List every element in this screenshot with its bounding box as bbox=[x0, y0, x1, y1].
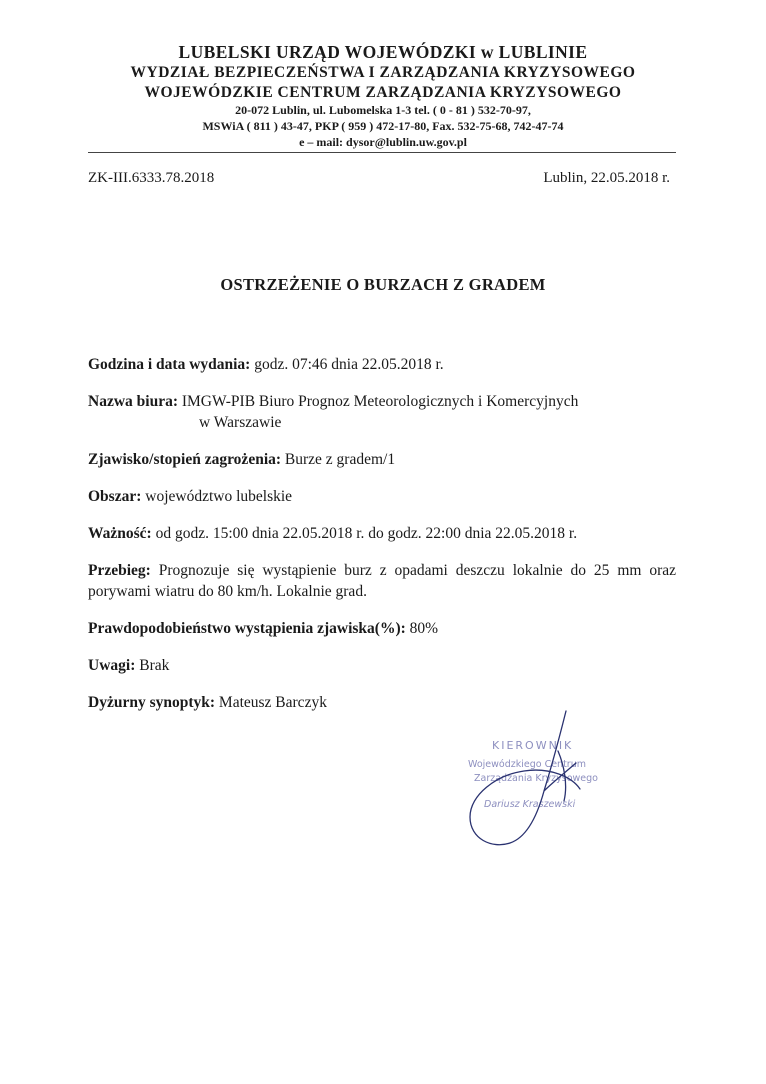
field-issue-value: godz. 07:46 dnia 22.05.2018 r. bbox=[254, 356, 444, 373]
field-notes-value: Brak bbox=[139, 657, 170, 674]
document-title: OSTRZEŻENIE O BURZACH Z GRADEM bbox=[220, 275, 546, 294]
field-course bbox=[88, 560, 676, 602]
field-issue-label: Godzina i data wydania: bbox=[88, 356, 251, 373]
letterhead-address: 20-072 Lublin, ul. Lubomelska 1-3 tel. ( 0 - 81 ) 532-70-97, bbox=[235, 103, 531, 117]
field-validity-label: Ważność: bbox=[88, 525, 152, 542]
letterhead bbox=[0, 42, 766, 150]
field-office-label: Nazwa biura: bbox=[88, 393, 178, 410]
field-issue bbox=[88, 354, 676, 375]
warning-fields bbox=[88, 354, 676, 729]
letterhead-center: WOJEWÓDZKIE CENTRUM ZARZĄDZANIA KRYZYSOWEGO bbox=[144, 84, 622, 101]
signature-stamp bbox=[440, 705, 640, 855]
field-office-value-line2: w Warszawie bbox=[199, 414, 282, 431]
field-phenomenon bbox=[88, 449, 676, 470]
field-course-value: Prognozuje się wystąpienie burz z opadami deszczu lokalnie do 25 mm oraz porywami wiatru do 80 km/h. Lokalnie grad. bbox=[88, 562, 677, 600]
letterhead-department: WYDZIAŁ BEZPIECZEŃSTWA I ZARZĄDZANIA KRYZYSOWEGO bbox=[130, 64, 636, 81]
field-forecaster-value: Mateusz Barczyk bbox=[218, 694, 327, 711]
field-phenomenon-label: Zjawisko/stopień zagrożenia: bbox=[88, 451, 282, 468]
field-area bbox=[88, 486, 676, 507]
stamp-title: KIEROWNIK bbox=[492, 739, 574, 752]
place-date: Lublin, 22.05.2018 r. bbox=[543, 170, 670, 186]
field-area-value: województwo lubelskie bbox=[145, 488, 293, 505]
field-probability bbox=[88, 618, 676, 639]
field-notes bbox=[88, 655, 676, 676]
stamp-line-center: Wojewódzkiego Centrum bbox=[468, 759, 586, 770]
field-probability-value: 80% bbox=[409, 620, 439, 637]
field-validity-value: od godz. 15:00 dnia 22.05.2018 r. do godz. 22:00 dnia 22.05.2018 r. bbox=[155, 525, 578, 542]
field-office-value: IMGW-PIB Biuro Prognoz Meteorologicznych i Komercyjnych bbox=[181, 393, 579, 410]
letterhead-phones: MSWiA ( 811 ) 43-47, PKP ( 959 ) 472-17-80, Fax. 532-75-68, 742-47-74 bbox=[202, 119, 564, 133]
field-area-label: Obszar: bbox=[88, 488, 142, 505]
stamp-name: Dariusz Kraszewski bbox=[484, 799, 576, 810]
letterhead-office: LUBELSKI URZĄD WOJEWÓDZKI w LUBLINIE bbox=[178, 42, 588, 62]
field-validity bbox=[88, 523, 676, 544]
field-probability-label: Prawdopodobieństwo wystąpienia zjawiska(%): bbox=[88, 620, 406, 637]
letterhead-divider bbox=[88, 152, 676, 153]
field-course-label: Przebieg: bbox=[88, 562, 151, 579]
field-phenomenon-value: Burze z gradem/1 bbox=[284, 451, 396, 468]
field-forecaster-label: Dyżurny synoptyk: bbox=[88, 694, 216, 711]
stamp-line-department: Zarządzania Kryzysowego bbox=[474, 773, 598, 784]
field-notes-label: Uwagi: bbox=[88, 657, 136, 674]
field-office bbox=[88, 391, 676, 433]
reference-number: ZK-III.6333.78.2018 bbox=[88, 170, 215, 186]
letterhead-email: e – mail: dysor@lublin.uw.gov.pl bbox=[299, 135, 467, 149]
